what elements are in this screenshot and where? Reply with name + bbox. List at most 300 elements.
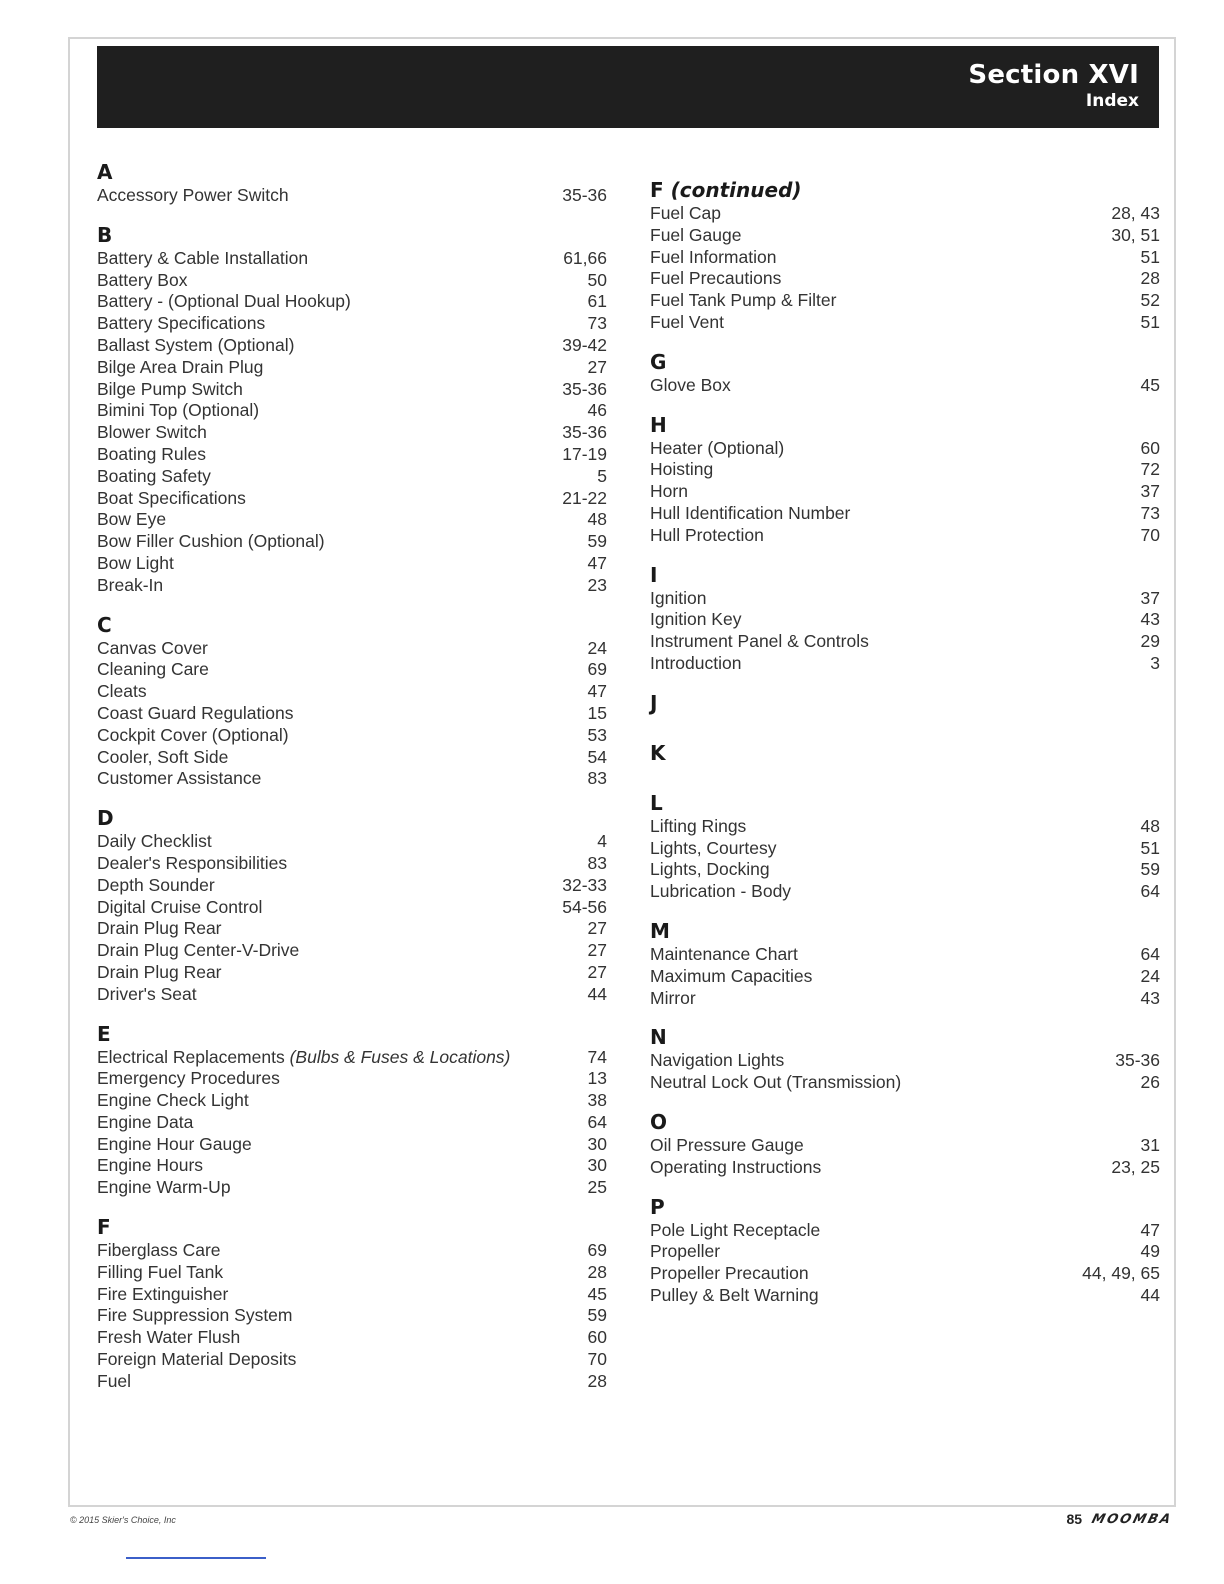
entry-name-text: Foreign Material Deposits [97,1349,297,1370]
entry-name-text: Heater (Optional) [650,437,785,458]
entry-pages: 35-36 [1115,1050,1160,1071]
index-letter [650,562,1160,588]
entry-name [650,268,781,290]
entry-name-text: Pole Light Receptacle [650,1219,821,1240]
entry-pages: 72 [1140,459,1160,480]
index-entry [650,1135,1160,1157]
index-entry [97,575,607,597]
index-entry [650,1241,1160,1263]
entry-pages: 38 [587,1090,607,1111]
index-entry [97,1047,607,1069]
entry-pages: 30 [587,1155,607,1176]
entry-name-text: Propeller Precaution [650,1263,809,1284]
entry-name-text: Bilge Pump Switch [97,378,243,399]
entry-name [650,609,741,631]
entry-pages: 73 [1140,502,1160,523]
entry-pages: 59 [587,1305,607,1326]
index-group-n [650,1024,1160,1094]
index-entry [97,1284,607,1306]
entry-name-text: Cleaning Care [97,659,209,680]
entry-name-text: Cooler, Soft Side [97,746,229,767]
index-entry [97,509,607,531]
entry-name [97,1371,131,1393]
entry-name [650,525,764,547]
index-entry [97,875,607,897]
entry-pages: 45 [1140,374,1160,395]
index-entry [97,747,607,769]
entry-name [650,1157,821,1179]
entry-name-text: Hull Protection [650,524,764,545]
entry-pages: 5 [597,465,607,486]
index-entry [650,588,1160,610]
entry-name [650,225,741,247]
entry-name [97,1134,252,1156]
entry-pages: 28, 43 [1111,203,1160,223]
index-entry [650,1285,1160,1307]
entry-name-text: Bimini Top (Optional) [97,400,260,421]
entry-name-text: Fire Extinguisher [97,1283,229,1304]
entry-pages: 49 [1140,1241,1160,1262]
entry-pages: 30, 51 [1111,224,1160,245]
entry-name-text: Hoisting [650,459,714,480]
entry-name-text: Engine Hour Gauge [97,1133,252,1154]
entry-pages: 59 [587,531,607,552]
entry-pages: 60 [1140,437,1160,458]
entry-pages: 45 [587,1283,607,1304]
entry-name-text: Ignition Key [650,609,742,630]
index-letter [650,1109,1160,1135]
entry-name [650,1135,804,1157]
index-entry [650,225,1160,247]
entry-name [97,575,163,597]
entry-name [97,531,325,553]
entry-name-text: Drain Plug Rear [97,961,222,982]
entry-pages: 69 [587,1240,607,1261]
index-letter [97,1214,607,1240]
entry-name-text: Maintenance Chart [650,943,798,964]
entry-pages: 69 [587,659,607,680]
entry-name [650,988,696,1010]
entry-name [97,897,262,919]
entry-name [97,1047,510,1069]
index-letter [650,690,1160,716]
index-group-c [97,612,607,791]
index-entry [97,270,607,292]
entry-name-text: Drain Plug Rear [97,918,222,939]
index-letter [650,1024,1160,1050]
index-group-d [97,805,607,1005]
entry-name [97,444,206,466]
entry-pages: 28 [587,1370,607,1391]
index-entry [97,940,607,962]
entry-name-text: Boating Safety [97,465,211,486]
entry-name-text: Engine Hours [97,1155,204,1176]
entry-pages: 74 [587,1046,607,1067]
index-letter [650,790,1160,816]
index-entry [650,966,1160,988]
entry-name-text: Fuel Precautions [650,268,782,289]
entry-name [97,1327,240,1349]
index-entry [97,1371,607,1393]
index-group-j [650,690,1160,716]
entry-pages: 32-33 [562,874,607,895]
entry-name-text: Bilge Area Drain Plug [97,356,264,377]
entry-name-text: Cleats [97,681,147,702]
index-entry [97,1240,607,1262]
entry-name [650,859,770,881]
index-entry [97,1349,607,1371]
entry-name [650,1263,809,1285]
index-group-a [97,159,607,207]
index-entry [97,1090,607,1112]
entry-pages: 39-42 [562,334,607,355]
bottom-rule [126,1557,266,1559]
index-letter-text: F [97,1215,111,1240]
entry-name [97,270,187,292]
index-group-i [650,562,1160,675]
index-entry [650,1050,1160,1072]
entry-name [650,944,798,966]
index-entry [650,816,1160,838]
index-entry [97,831,607,853]
entry-name-text: Break-In [97,574,164,595]
entry-name [97,853,287,875]
entry-name [650,881,791,903]
entry-pages: 46 [587,400,607,421]
entry-pages: 59 [1140,859,1160,880]
entry-name [650,481,688,503]
index-letter [650,918,1160,944]
entry-pages: 64 [1140,881,1160,902]
entry-name [97,291,351,313]
index-letter-text: H [650,412,667,437]
index-entry [97,681,607,703]
entry-name [650,247,776,269]
entry-pages: 24 [587,637,607,658]
index-entry [97,768,607,790]
entry-pages: 3 [1150,652,1160,673]
entry-pages: 83 [587,852,607,873]
index-entry [650,375,1160,397]
entry-name-text: Bow Filler Cushion (Optional) [97,531,325,552]
entry-name-text: Fuel Vent [650,311,724,332]
index-letter [97,159,607,185]
entry-name-text: Battery Box [97,269,188,290]
index-entry [97,1112,607,1134]
entry-name-text: Fuel Information [650,246,777,267]
index-entry [650,438,1160,460]
entry-name [650,290,836,312]
entry-note: (Bulbs & Fuses & Locations) [289,1046,511,1067]
index-entry [97,1262,607,1284]
entry-name-text: Depth Sounder [97,874,215,895]
entry-name [97,875,215,897]
index-column-right [650,176,1160,1322]
index-entry [97,488,607,510]
index-entry [97,466,607,488]
continued-label: (continued) [670,178,802,202]
entry-pages: 51 [1140,311,1160,332]
entry-pages: 44, 49, 65 [1082,1263,1160,1284]
entry-pages: 64 [1140,943,1160,964]
entry-name [97,1284,228,1306]
index-entry [650,290,1160,312]
entry-name [650,1285,819,1307]
entry-name [97,1112,193,1134]
index-entry [97,659,607,681]
index-entry [650,1220,1160,1242]
entry-name-text: Blower Switch [97,422,207,443]
entry-name [97,747,228,769]
entry-name [650,503,850,525]
entry-name-text: Oil Pressure Gauge [650,1134,804,1155]
index-letter [650,412,1160,438]
index-entry [650,503,1160,525]
entry-pages: 17-19 [562,443,607,464]
entry-name [97,768,261,790]
entry-name [650,459,713,481]
entry-name [97,466,211,488]
entry-name-text: Engine Warm-Up [97,1177,231,1198]
index-entry [650,1263,1160,1285]
entry-name-text: Lifting Rings [650,815,747,836]
entry-pages: 43 [1140,609,1160,630]
entry-name-text: Fiberglass Care [97,1240,221,1261]
entry-pages: 28 [587,1261,607,1282]
index-letter [650,1194,1160,1220]
entry-pages: 73 [587,313,607,334]
index-group-o [650,1109,1160,1179]
index-letter-text: I [650,562,658,587]
index-letter-text: L [650,790,663,815]
entry-pages: 21-22 [562,487,607,508]
entry-pages: 44 [587,983,607,1004]
entry-name-text: Lights, Courtesy [650,837,777,858]
index-entry [650,247,1160,269]
entry-name-text: Driver's Seat [97,983,197,1004]
entry-name-text: Ignition [650,587,707,608]
entry-name [650,816,746,838]
entry-name [97,422,207,444]
entry-pages: 29 [1140,631,1160,652]
entry-name [97,638,208,660]
entry-name-text: Glove Box [650,374,731,395]
index-letter-text: P [650,1194,665,1219]
index-entry [650,312,1160,334]
index-letter [97,222,607,248]
index-entry [650,525,1160,547]
index-entry [97,531,607,553]
index-letter-text: B [97,222,113,247]
entry-name [650,203,721,225]
entry-pages: 27 [587,356,607,377]
index-entry [97,1327,607,1349]
entry-name-text: Mirror [650,987,696,1008]
index-entry [97,553,607,575]
entry-pages: 35-36 [562,422,607,443]
entry-name [97,1240,221,1262]
index-letter-text: C [97,612,112,637]
index-letter [97,805,607,831]
entry-pages: 51 [1140,246,1160,267]
entry-name-text: Electrical Replacements [97,1046,285,1067]
index-entry [97,185,607,207]
entry-pages: 64 [587,1111,607,1132]
entry-name-text: Dealer's Responsibilities [97,852,288,873]
index-entry [97,897,607,919]
page-footer [1066,1511,1175,1527]
index-entry [97,1305,607,1327]
entry-name [97,1262,223,1284]
entry-name [97,1349,296,1371]
entry-name [650,1241,720,1263]
entry-name [97,357,263,379]
index-entry [97,335,607,357]
entry-pages: 35-36 [562,378,607,399]
entry-pages: 24 [1140,965,1160,986]
entry-name [97,703,294,725]
entry-name-text: Digital Cruise Control [97,896,263,917]
entry-name-text: Drain Plug Center-V-Drive [97,940,300,961]
index-entry [97,379,607,401]
entry-pages: 30 [587,1133,607,1154]
entry-pages: 54-56 [562,896,607,917]
entry-pages: 61,66 [563,247,607,268]
entry-name-text: Fuel Gauge [650,224,742,245]
entry-name-text: Canvas Cover [97,637,208,658]
entry-name [97,1068,280,1090]
index-entry [97,1155,607,1177]
entry-name-text: Operating Instructions [650,1156,822,1177]
index-entry [650,1157,1160,1179]
index-letter [650,740,1160,766]
entry-name [97,335,294,357]
entry-name-text: Bow Light [97,552,174,573]
index-group-l [650,790,1160,903]
entry-pages: 26 [1140,1072,1160,1093]
index-group-e [97,1021,607,1200]
index-entry [650,459,1160,481]
index-entry [97,422,607,444]
entry-pages: 43 [1140,987,1160,1008]
entry-name-text: Coast Guard Regulations [97,702,294,723]
entry-name [97,918,222,940]
entry-name [650,312,724,334]
entry-name-text: Daily Checklist [97,831,212,852]
index-group-p [650,1194,1160,1307]
index-entry [97,962,607,984]
section-subtitle: Index [1085,91,1139,111]
entry-name-text: Lubrication - Body [650,881,792,902]
entry-name-text: Pulley & Belt Warning [650,1284,819,1305]
entry-name-text: Customer Assistance [97,768,262,789]
entry-name [97,313,265,335]
index-entry [97,1177,607,1199]
entry-pages: 51 [1140,837,1160,858]
index-entry [650,1072,1160,1094]
index-entry [650,988,1160,1010]
entry-pages: 25 [587,1177,607,1198]
entry-name-text: Hull Identification Number [650,502,851,523]
entry-name-text: Boat Specifications [97,487,246,508]
entry-name-text: Propeller [650,1241,721,1262]
entry-name-text: Horn [650,481,688,502]
index-entry [650,481,1160,503]
entry-name-text: Fresh Water Flush [97,1327,241,1348]
entry-name-text: Battery Specifications [97,313,266,334]
entry-pages: 70 [587,1349,607,1370]
entry-pages: 61 [587,291,607,312]
entry-name-text: Maximum Capacities [650,965,813,986]
index-letter [97,612,607,638]
entry-pages: 53 [587,724,607,745]
entry-pages: 15 [587,702,607,723]
entry-name-text: Fuel Tank Pump & Filter [650,290,837,311]
entry-pages: 50 [587,269,607,290]
index-letter [97,1021,607,1047]
index-entry [650,631,1160,653]
entry-name [97,1155,203,1177]
entry-pages: 28 [1140,268,1160,289]
entry-name-text: Engine Check Light [97,1090,249,1111]
index-entry [97,725,607,747]
entry-pages: 47 [587,552,607,573]
entry-name [97,509,166,531]
entry-pages: 48 [587,509,607,530]
entry-name-text: Instrument Panel & Controls [650,631,869,652]
entry-pages: 27 [587,940,607,961]
entry-name [650,438,784,460]
index-entry [97,853,607,875]
entry-name [650,838,776,860]
index-group-m [650,918,1160,1009]
entry-name-text: Fire Suppression System [97,1305,293,1326]
index-entry [97,703,607,725]
brand-logo: MOOMBA [1090,1511,1175,1527]
entry-name-text: Bow Eye [97,509,167,530]
index-entry [650,653,1160,675]
entry-pages: 47 [1140,1219,1160,1240]
index-letter-text: G [650,349,667,374]
index-letter-text: F [650,178,664,202]
entry-name [97,659,209,681]
index-entry [97,1068,607,1090]
entry-pages: 37 [1140,481,1160,502]
entry-name [97,940,299,962]
entry-name-text: Accessory Power Switch [97,185,289,205]
index-group-b [97,222,607,597]
index-letter-text: K [650,740,666,765]
entry-pages: 52 [1140,290,1160,311]
entry-name [97,553,174,575]
copyright: © 2015 Skier's Choice, Inc [70,1515,176,1525]
entry-name [650,1072,901,1094]
entry-name [97,1305,293,1327]
entry-name [650,588,706,610]
entry-name [650,653,741,675]
index-letter-text: A [97,160,113,184]
entry-pages: 83 [587,768,607,789]
index-entry [97,291,607,313]
entry-name-text: Neutral Lock Out (Transmission) [650,1072,902,1093]
entry-name [97,681,147,703]
index-entry [97,1134,607,1156]
section-title: Section XVI [968,60,1139,90]
index-entry [97,444,607,466]
entry-name-text: Ballast System (Optional) [97,334,295,355]
entry-pages: 44 [1140,1284,1160,1305]
index-entry [650,268,1160,290]
